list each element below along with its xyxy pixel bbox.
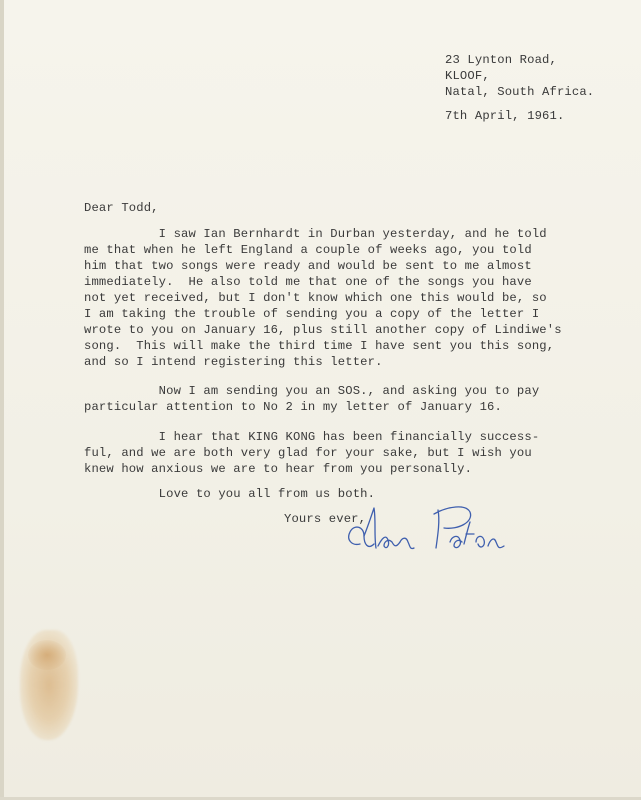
paper-edge-left [0,0,4,800]
paragraph-1-line: not yet received, but I don't know which one this would be, so [84,291,547,305]
paragraph-1-line: him that two songs were ready and would be sent to me almost [84,259,532,273]
paragraph-1-line: I am taking the trouble of sending you a copy of the letter I [84,307,540,321]
paragraph-1-line: me that when he left England a couple of weeks ago, you told [84,243,532,257]
address-line-3: Natal, South Africa. [445,85,595,99]
salutation: Dear Todd, [84,201,159,215]
letter-date: 7th April, 1961. [445,109,565,123]
paragraph-2-line: Now I am sending you an SOS., and asking you to pay [84,384,540,398]
paragraph-3-line: knew how anxious we are to hear from you personally. [84,462,473,476]
handwritten-signature-icon [338,496,518,568]
paragraph-3-line: I hear that KING KONG has been financially success- [84,430,540,444]
paragraph-1-line: wrote to you on January 16, plus still another copy of Lindiwe's [84,323,562,337]
paragraph-1-line: immediately. He also told me that one of the songs you have [84,275,532,289]
address-line-1: 23 Lynton Road, [445,53,557,67]
paragraph-2-line: particular attention to No 2 in my letter of January 16. [84,400,502,414]
paragraph-1-line: I saw Ian Bernhardt in Durban yesterday, and he told [84,227,547,241]
paragraph-3-line: ful, and we are both very glad for your sake, but I wish you [84,446,532,460]
paragraph-1-line: song. This will make the third time I have sent you this song, [84,339,555,353]
paragraph-1-line: and so I intend registering this letter. [84,355,383,369]
paper-stain-spot [28,640,66,670]
address-line-2: KLOOF, [445,69,490,83]
closing: Yours ever, [284,512,367,526]
love-line: Love to you all from us both. [84,487,376,501]
